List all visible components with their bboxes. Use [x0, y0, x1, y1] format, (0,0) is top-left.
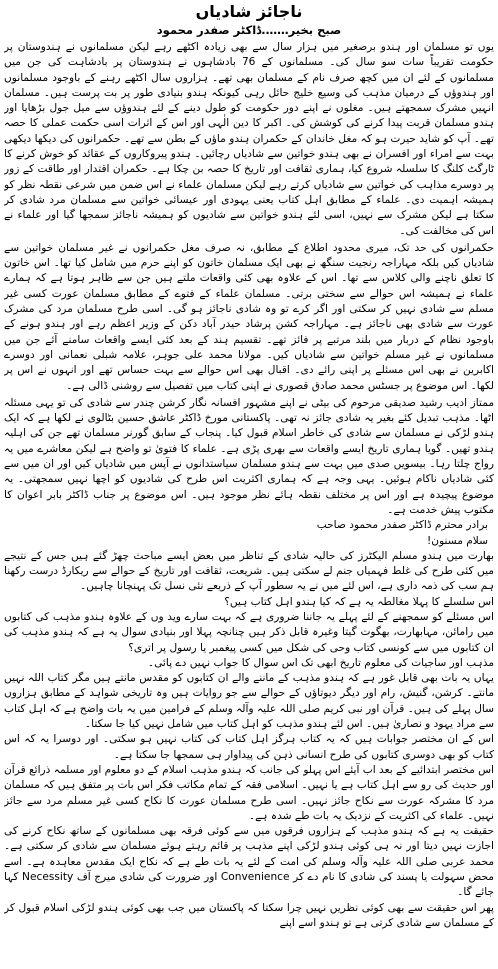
- article: [4, 2, 494, 967]
- article-byline: صبح بخیر…….ڈاکٹر صفدر محمود: [156, 23, 342, 37]
- article-paragraph-2: حکمرانوں کی حد تک، میری محدود اطلاع کے مطابق، نہ صرف مغل حکمرانوں نے غیر مسلمان خواتین سے شادیاں کیں بلکہ مہاراجہ رنجیت سنگھ نے بھی ایک مسلمان خاتون کو اپنے حرم میں شامل کیا تھا۔ اس خاتون کا تعلق ناچنے والی کلاس سے تھا۔ اس کے علاوہ بھی کئی واقعات ملتے ہیں جن سے ظاہر ہوتا ہے کہ ہمارے علماء نے ہمیشہ اس حوالے سے سختی برتی۔ مسلمان علماء کے فتوے کے مطابق مسلمان عورت کسی غیر مسلم سے شادی نہیں کر سکتی اور اگر کرے تو وہ شادی ناجائز ہو گی۔ اسی طرح مسلمان مرد کی مشرک عورت سے شادی بھی ناجائز ہے۔ مہاراجہ کشن پرشاد حیدر آباد دکن کے وزیر اعظم رہے اور ہندو ہونے کے باوجود نظام کے دربار میں بلند مرتبے پر فائز تھے۔ تقسیم ہند کے بعد کئی ایسے واقعات سامنے آئے جن میں مسلمانوں نے غیر مسلم خواتین سے شادیاں کیں۔ مولانا محمد علی جوہر، علامہ شبلی نعمانی اور دوسرے اکابرین نے بھی اس مسئلے پر اپنی رائے دی۔ اقبال بھی اس حوالے سے بہت حساس تھے اور انہوں نے اس پر لکھا۔ اس موضوع پر جسٹس محمد صادق قصوری نے اپنی کتاب میں تفصیل سے روشنی ڈالی ہے۔: [4, 241, 494, 392]
- letter-paragraph-6: پھر اس حقیقت سے بھی کوئی نظریں نہیں چرا سکتا کہ پاکستان میں جب بھی کوئی ہندو لڑکی اسلام قبول کر کے مسلمان سے شادی کرتی ہے تو ہندو اسے اپنے: [4, 901, 494, 929]
- letter-question-1: اس سلسلے کا پہلا مغالطہ یہ ہے کہ کیا ہندو اہل کتاب ہیں؟: [224, 595, 494, 608]
- article-paragraph-3: ممتاز ادیب رشید صدیقی مرحوم کی بیٹی نے اپنے مشہور افسانہ نگار کرشن چندر سے شادی کی تو یہی مسئلہ اٹھا۔ مذہب تبدیل کئے بغیر یہ شادی جائز نہ تھی۔ پاکستانی مورخ ڈاکٹر عاشق حسین بٹالوی نے لکھا ہے کہ ایک ہندو لڑکی نے مسلمان سے شادی کی خاطر اسلام قبول کیا۔ پنجاب کے سابق گورنر مسلمان تھے جن کی اہلیہ ہندو تھیں۔ گویا ہماری تاریخ ایسے واقعات سے بھری پڑی ہے۔ علماء کا فتویٰ تو واضح ہے لیکن معاشرے میں یہ رواج چلتا رہا۔ بیسویں صدی میں بہت سے ہندو مسلمان سیاستدانوں نے آپس میں شادیاں کیں اور ان میں سے کئی شادیاں ناکام ہوئیں۔ یہی وجہ ہے کہ ہماری اکثریت اس طرح کی شادیوں کو اچھا نہیں سمجھتی۔ یہ موضوع پیچیدہ ہے اور اس پر مختلف نقطہ ہائے نظر موجود ہیں۔ اس موضوع پر جناب ڈاکٹر بابر اعوان کا مکتوب پیش خدمت ہے۔: [4, 396, 494, 516]
- article-title: ناجائز شادیاں: [195, 2, 303, 21]
- letter-greeting: سلام مسنون!: [427, 534, 488, 547]
- letter-paragraph-3: اس کے ان مختصر جوابات ہیں کہ یہ کتاب ہرگز اہل کتاب کی کتاب نہیں ہو سکتی۔ اور دوسرا یہ کہ اس کتاب کو بھی دوسری کتابوں کی طرح انسانی ذہن کی پیداوار ہی سمجھا جا سکتا ہے۔: [4, 733, 494, 761]
- letter-paragraph-5: حقیقت یہ ہے کہ ہندو مذہب کے ہزاروں فرقوں میں سے کوئی فرقہ بھی مسلمانوں کے ساتھ نکاح کرنے کی اجازت نہیں دیتا اور نہ ہی کوئی ہندو لڑکی اپنے مذہب پر قائم رہتے ہوئے مسلمان سے شادی کر سکتی ہے۔ محمد عربی صلی اللہ علیہ وآلہ وسلم کی امت کے لئے یہ بات طے ہے کہ نکاح ایک مقدس معاہدہ ہے۔ اسے محض سہولت یا پسند کی شادی کا نام دے کر Convenience اور ضرورت کی شادی میرج آف Necessity کہا جائے گا۔: [4, 825, 494, 899]
- letter-paragraph-1: بھارت میں ہندو مسلم الیکٹرز کی حالیہ شادی کے تناظر میں بعض ایسے مباحث چھڑ گئے ہیں جس کے نتیجے میں کئی طرح کی غلط فہمیاں جنم لے سکتی ہیں۔ شریعت، ثقافت اور تاریخ کے حوالے سے ریکارڈ درست رکھنا ہم سب کی ذمہ داری ہے، اس لئے میں نے یہ سطور آپ کے ذریعے نئی نسل تک پہنچانا چاہیں۔: [4, 549, 494, 593]
- letter-question-3: مذہب اور ساجیات کی معلوم تاریخ ابھی تک اس سوال کا جواب نہیں دے پائی۔: [147, 656, 494, 669]
- letter-salutation: برادر محترم ڈاکٹر صفدر محمود صاحب: [316, 519, 488, 532]
- article-paragraph-1: یوں تو مسلمان اور ہندو برصغیر میں ہزار سال سے بھی زیادہ اکٹھے رہے لیکن مسلمانوں نے ہندوستان پر حکومت تقریباً سات سو سال کی۔ مسلمانوں کے 76 بادشاہوں نے ہندوستان پر بادشاہت کی جن میں مسلمانوں کے لئے ان میں کچھ صرف نام کے مسلمان بھی تھے۔ ہزاروں سال اکٹھے رہنے کے باوجود مسلمانوں اور ہندوؤں کے درمیان مذہب کی وسیع خلیج حائل رہی کیونکہ ہندو بنیادی طور پر بت پرست ہیں۔ مسلمان انہیں مشرک سمجھتے ہیں۔ مغلوں نے اپنے دور حکومت کو طول دینے کے لئے ہندوؤں سے میل جول بڑھایا اور ہندو مسلمان قربت پیدا کرنے کی کوشش کی۔ اکبر کا دین الٰہی اور اس کے اثرات اسی حکمت عملی کا حصہ تھے۔ آپ کو شاید حیرت ہو کہ مغل خاندان کے حکمران ہندو ماؤں کے بطن سے تھے۔ حکمرانوں کی دیکھا دیکھی بہت سے امراء اور افسران نے بھی ہندو خواتین سے شادیاں رچائیں۔ ہندو پیروکاروں کے عقائد کو خوش کرنے کا ٹارگٹ کلنگ کا سلسلہ شروع کیا، ہماری ثقافت اور تاریخ کا حصہ بن چکا ہے۔ حکمران اقتدار اور طاقت کے زور پر دوسرے مذاہب کی خواتین سے شادیاں کرتے رہے لیکن مسلمان علماء نے اس ضمن میں شرعی نقطہ نظر کو ہمیشہ اہمیت دی۔ علماء کے مطابق اہل کتاب یعنی یہودی اور عیسائی خواتین سے مسلمان مرد شادی کر سکتا ہے لیکن مشرک سے نہیں، اسی لئے ہندو خواتین سے شادیوں کو ہمیشہ ناجائز سمجھا گیا اور علماء نے اس کی مخالفت کی۔: [4, 41, 494, 237]
- letter-paragraph-2: یہاں یہ بات بھی قابل غور ہے کہ ہندو مذہب کے ماننے والے ان کتابوں کو مقدس مانتے ہیں مگر کتاب اللہ نہیں مانتے۔ کرشن، گنیش، رام اور دیگر دیوتاؤں کے حوالے سے جو روایات ہیں وہ تاریخی شواہد کے مطابق ہزاروں سال پہلے کی ہیں۔ قرآن اور نبی کریم صلی اللہ علیہ وآلہ وسلم کے فرامین میں یہ بات واضح ہے کہ اہل کتاب سے مراد یہود و نصاریٰ ہیں۔ اس لئے ہندو مذہب کو اہل کتاب میں شامل نہیں کیا جا سکتا۔: [4, 672, 494, 731]
- letter-paragraph-4: اس مختصر ابتدائیے کے بعد اب آیئے اس پہلو کی جانب کہ ہندو مذہب اسلام کے دو معلوم اور مسلمہ ذرائع قرآن اور حدیث کی رو سے اہل کتاب ہے یا نہیں۔ اسلامی فقہ کے تمام مکاتب فکر اس بات پر متفق ہیں کہ مسلمان مرد کا مشرکہ عورت سے نکاح جائز نہیں۔ اسی طرح مسلمان عورت کا نکاح کسی غیر مسلم مرد سے جائز نہیں۔ علماء کی اکثریت کے نزدیک یہ بات طے شدہ ہے۔: [4, 763, 494, 822]
- letter-question-2: اس مسئلے کو سمجھنے کے لئے پہلے یہ جاننا ضروری ہے کہ بہت سارے وید وں کے علاوہ ہندو مذہب کی کتابوں میں رامائن، مہابھارت، بھگوت گیتا وغیرہ قابل ذکر ہیں چنانچہ پہلا اور بنیادی سوال یہ ہے کہ ہندو مذہب کی ان کتابوں میں سے کونسی کتاب وحی کی شکل میں کسی پیغمبر یا رسول پر اتری؟: [4, 610, 494, 654]
